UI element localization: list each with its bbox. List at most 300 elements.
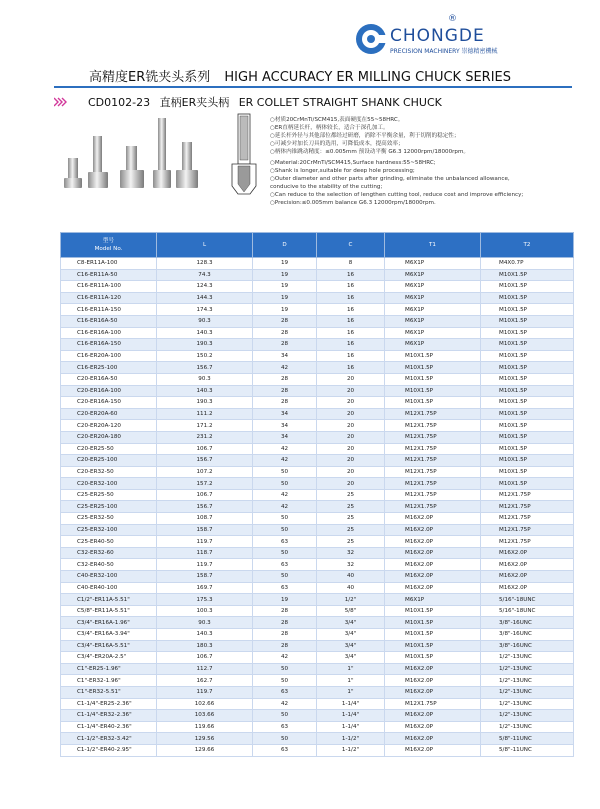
cell-model: C20-ER16A-150: [61, 397, 157, 409]
cell-model: C5/8"-ER11A-5.51": [61, 605, 157, 617]
cell-model: C16-ER11A-100: [61, 281, 157, 293]
cell-t2: M10X1.5P: [481, 327, 574, 339]
product-photo: [60, 112, 210, 192]
cell-l: 162.7: [157, 675, 253, 687]
cell-l: 158.7: [157, 571, 253, 583]
table-row: [61, 292, 574, 304]
table-row: [61, 652, 574, 664]
cell-model: C16-ER25-100: [61, 362, 157, 374]
cell-c: 20: [317, 455, 385, 467]
cell-model: C3/4"-ER16A-5.51": [61, 640, 157, 652]
header-model: [61, 233, 157, 258]
cell-t2: M10X1.5P: [481, 373, 574, 385]
cell-d: 28: [253, 385, 317, 397]
table-row: [61, 420, 574, 432]
table-row: [61, 617, 574, 629]
cell-model: C32-ER32-60: [61, 547, 157, 559]
cell-model: C16-ER11A-150: [61, 304, 157, 316]
cell-d: 19: [253, 304, 317, 316]
cell-model: C1-1/2"-ER40-2.95": [61, 744, 157, 756]
cell-model: C3/4"-ER20A-2.5": [61, 652, 157, 664]
cell-d: 34: [253, 420, 317, 432]
table-row: [61, 605, 574, 617]
cell-model: C16-ER16A-50: [61, 315, 157, 327]
cell-c: 1-1/2": [317, 733, 385, 745]
cell-l: 74.3: [157, 269, 253, 281]
cell-t1: M16X2.0P: [385, 686, 481, 698]
cell-t1: M10X1.5P: [385, 362, 481, 374]
cell-d: 50: [253, 547, 317, 559]
cell-c: 1": [317, 686, 385, 698]
cell-d: 28: [253, 605, 317, 617]
cell-t2: M10X1.5P: [481, 315, 574, 327]
cell-d: 50: [253, 466, 317, 478]
table-row: [61, 663, 574, 675]
table-row: [61, 327, 574, 339]
cell-model: C20-ER20A-180: [61, 431, 157, 443]
cell-d: 28: [253, 327, 317, 339]
cell-t1: M12X1.75P: [385, 420, 481, 432]
logo-registered-mark: ®: [448, 14, 457, 24]
cell-t1: M6X1P: [385, 315, 481, 327]
header-model-cn: 型号: [102, 238, 115, 244]
cell-d: 50: [253, 524, 317, 536]
cell-t1: M10X1.5P: [385, 640, 481, 652]
cell-c: 1/2": [317, 594, 385, 606]
cell-d: 28: [253, 373, 317, 385]
cell-t2: M10X1.5P: [481, 269, 574, 281]
cell-l: 119.7: [157, 536, 253, 548]
series-title: [0, 66, 600, 85]
cell-model: C1"-ER32-1.96": [61, 675, 157, 687]
cell-l: 90.3: [157, 315, 253, 327]
cell-t2: 1/2"-13UNC: [481, 663, 574, 675]
cell-t2: M10X1.5P: [481, 397, 574, 409]
cell-t1: M6X1P: [385, 281, 481, 293]
cell-d: 63: [253, 744, 317, 756]
table-row: [61, 536, 574, 548]
cell-c: 3/4": [317, 629, 385, 641]
cell-c: 1-1/4": [317, 698, 385, 710]
cell-l: 90.3: [157, 617, 253, 629]
table-row: [61, 385, 574, 397]
logo-brand: CHONGDE: [390, 26, 485, 46]
cell-t1: M12X1.75P: [385, 489, 481, 501]
cell-l: 180.3: [157, 640, 253, 652]
cell-l: 100.3: [157, 605, 253, 617]
cell-l: 150.2: [157, 350, 253, 362]
cell-t2: 3/8"-16UNC: [481, 629, 574, 641]
cell-c: 1-1/4": [317, 710, 385, 722]
cell-t2: M16X2.0P: [481, 582, 574, 594]
cell-l: 156.7: [157, 455, 253, 467]
cell-c: 16: [317, 327, 385, 339]
cell-t2: M10X1.5P: [481, 362, 574, 374]
cell-t2: 3/8"-16UNC: [481, 617, 574, 629]
table-row: [61, 710, 574, 722]
cell-d: 50: [253, 733, 317, 745]
cell-t2: M10X1.5P: [481, 304, 574, 316]
cell-l: 129.66: [157, 744, 253, 756]
note-line: ○Precision:≤0.005mm balance G6.3 12000rpm/18000rpm.: [270, 200, 436, 206]
cell-t2: M10X1.5P: [481, 443, 574, 455]
table-row: [61, 397, 574, 409]
header-t1: T1: [385, 233, 481, 258]
cell-model: C1"-ER25-1.96": [61, 663, 157, 675]
table-row: [61, 281, 574, 293]
cell-c: 20: [317, 397, 385, 409]
cell-t2: M10X1.5P: [481, 455, 574, 467]
cell-d: 42: [253, 362, 317, 374]
cell-c: 40: [317, 582, 385, 594]
series-title-en: HIGH ACCURACY ER MILLING CHUCK SERIES: [224, 70, 511, 85]
table-row: [61, 744, 574, 756]
cell-d: 42: [253, 501, 317, 513]
cell-d: 63: [253, 536, 317, 548]
cell-l: 158.7: [157, 524, 253, 536]
cell-c: 20: [317, 478, 385, 490]
cell-model: C25-ER40-50: [61, 536, 157, 548]
cell-l: 128.3: [157, 258, 253, 270]
cell-model: C20-ER20A-120: [61, 420, 157, 432]
note-line: conducive to the stability of the cutting;: [270, 184, 383, 190]
note-line: ○可减少对加长刀具的选用，可降低成本，提高效率；: [270, 141, 404, 147]
cell-t1: M16X2.0P: [385, 524, 481, 536]
cell-t1: M12X1.75P: [385, 501, 481, 513]
table-row: [61, 640, 574, 652]
cell-model: C25-ER25-100: [61, 501, 157, 513]
cell-t2: M12X1.75P: [481, 489, 574, 501]
cell-t1: M16X2.0P: [385, 721, 481, 733]
cell-t2: M4X0.7P: [481, 258, 574, 270]
cell-d: 34: [253, 350, 317, 362]
cell-l: 157.2: [157, 478, 253, 490]
section-title-en: ER COLLET STRAIGHT SHANK CHUCK: [238, 96, 442, 109]
cell-t1: M6X1P: [385, 304, 481, 316]
cell-c: 20: [317, 373, 385, 385]
cell-model: C20-ER32-50: [61, 466, 157, 478]
cell-c: 20: [317, 466, 385, 478]
cell-d: 19: [253, 292, 317, 304]
cell-c: 1-1/4": [317, 721, 385, 733]
cell-d: 42: [253, 489, 317, 501]
cell-l: 190.3: [157, 339, 253, 351]
cell-d: 50: [253, 675, 317, 687]
cell-t1: M16X2.0P: [385, 536, 481, 548]
note-line: ○Shank is longer,suitable for deep hole processing;: [270, 168, 415, 174]
cell-c: 1": [317, 675, 385, 687]
cell-l: 156.7: [157, 501, 253, 513]
cell-c: 16: [317, 292, 385, 304]
cell-t1: M6X1P: [385, 594, 481, 606]
cell-t1: M10X1.5P: [385, 629, 481, 641]
cell-d: 63: [253, 582, 317, 594]
cell-t1: M16X2.0P: [385, 571, 481, 583]
cell-l: 106.7: [157, 489, 253, 501]
table-row: [61, 489, 574, 501]
table-row: [61, 582, 574, 594]
cell-t1: M10X1.5P: [385, 385, 481, 397]
cell-t1: M16X2.0P: [385, 710, 481, 722]
note-line: ○Outer diameter and other parts after grinding, eliminate the unbalanced allowance,: [270, 176, 510, 182]
table-row: [61, 339, 574, 351]
cell-model: C3/4"-ER16A-1.96": [61, 617, 157, 629]
cell-t2: M10X1.5P: [481, 420, 574, 432]
cell-c: 16: [317, 362, 385, 374]
cell-l: 140.3: [157, 385, 253, 397]
cell-c: 3/4": [317, 640, 385, 652]
cell-c: 20: [317, 420, 385, 432]
cell-model: C16-ER20A-100: [61, 350, 157, 362]
cell-t2: M16X2.0P: [481, 547, 574, 559]
header-model-en: Model No.: [94, 246, 123, 252]
cell-t1: M16X2.0P: [385, 675, 481, 687]
cell-t1: M6X1P: [385, 258, 481, 270]
table-row: [61, 350, 574, 362]
cell-t1: M10X1.5P: [385, 605, 481, 617]
section-code: CD0102-23: [88, 96, 151, 109]
cell-d: 42: [253, 652, 317, 664]
cell-d: 42: [253, 443, 317, 455]
cell-t2: M16X2.0P: [481, 571, 574, 583]
cell-d: 28: [253, 640, 317, 652]
cross-section-drawing: [224, 112, 264, 196]
header-c: C: [317, 233, 385, 258]
product-notes: [270, 116, 570, 207]
cell-l: 140.3: [157, 327, 253, 339]
spec-table: [60, 232, 574, 757]
cell-model: C8-ER11A-100: [61, 258, 157, 270]
cell-model: C25-ER32-100: [61, 524, 157, 536]
cell-model: C1-1/4"-ER32-2.36": [61, 710, 157, 722]
cell-l: 124.3: [157, 281, 253, 293]
cell-t1: M10X1.5P: [385, 617, 481, 629]
cell-c: 32: [317, 547, 385, 559]
table-row: [61, 408, 574, 420]
series-divider: [54, 86, 572, 88]
double-chevron-icon: [54, 97, 84, 107]
cell-model: C25-ER25-50: [61, 489, 157, 501]
cell-c: 25: [317, 536, 385, 548]
cell-t1: M12X1.75P: [385, 431, 481, 443]
table-row: [61, 733, 574, 745]
cell-t1: M6X1P: [385, 339, 481, 351]
cell-c: 16: [317, 304, 385, 316]
cell-l: 118.7: [157, 547, 253, 559]
cell-model: C1/2"-ER11A-5.51": [61, 594, 157, 606]
cell-c: 3/4": [317, 652, 385, 664]
cell-d: 34: [253, 408, 317, 420]
table-header-row: [61, 233, 574, 258]
cell-l: 107.2: [157, 466, 253, 478]
table-row: [61, 698, 574, 710]
cell-t1: M12X1.75P: [385, 408, 481, 420]
cell-t1: M10X1.5P: [385, 373, 481, 385]
cell-model: C20-ER16A-100: [61, 385, 157, 397]
cell-t2: M16X2.0P: [481, 559, 574, 571]
cell-t2: 1/2"-13UNC: [481, 698, 574, 710]
cell-l: 190.3: [157, 397, 253, 409]
cell-t2: M10X1.5P: [481, 385, 574, 397]
cell-t1: M12X1.75P: [385, 478, 481, 490]
cell-model: C20-ER16A-50: [61, 373, 157, 385]
note-line: ○Material:20CrMnTi/SCM415,Surface hardness:55~58HRC;: [270, 160, 436, 166]
table-row: [61, 629, 574, 641]
cell-t2: M12X1.75P: [481, 513, 574, 525]
cell-t2: M10X1.5P: [481, 339, 574, 351]
cell-c: 16: [317, 339, 385, 351]
cell-t2: 3/8"-16UNC: [481, 640, 574, 652]
table-row: [61, 675, 574, 687]
cell-t2: M10X1.5P: [481, 281, 574, 293]
cell-t1: M16X2.0P: [385, 744, 481, 756]
cell-t1: M16X2.0P: [385, 663, 481, 675]
cell-t1: M16X2.0P: [385, 513, 481, 525]
cell-t2: 5/16"-18UNC: [481, 594, 574, 606]
cell-d: 28: [253, 315, 317, 327]
table-row: [61, 315, 574, 327]
table-row: [61, 478, 574, 490]
cell-l: 112.7: [157, 663, 253, 675]
cell-t1: M16X2.0P: [385, 547, 481, 559]
cell-c: 40: [317, 571, 385, 583]
cell-c: 20: [317, 408, 385, 420]
logo-mark-icon: [354, 22, 388, 56]
cell-l: 144.3: [157, 292, 253, 304]
cell-model: C40-ER32-100: [61, 571, 157, 583]
cell-d: 50: [253, 710, 317, 722]
table-row: [61, 455, 574, 467]
table-row: [61, 466, 574, 478]
cell-t2: M12X1.75P: [481, 536, 574, 548]
cell-c: 25: [317, 513, 385, 525]
cell-l: 90.3: [157, 373, 253, 385]
cell-t1: M10X1.5P: [385, 350, 481, 362]
cell-c: 16: [317, 269, 385, 281]
cell-c: 32: [317, 559, 385, 571]
cell-c: 8: [317, 258, 385, 270]
cell-d: 50: [253, 571, 317, 583]
cell-model: C16-ER11A-120: [61, 292, 157, 304]
cell-l: 106.7: [157, 652, 253, 664]
cell-c: 3/4": [317, 617, 385, 629]
table-row: [61, 686, 574, 698]
cell-d: 63: [253, 686, 317, 698]
cell-model: C3/4"-ER16A-3.94": [61, 629, 157, 641]
cell-l: 156.7: [157, 362, 253, 374]
header-l: L: [157, 233, 253, 258]
cell-model: C20-ER20A-60: [61, 408, 157, 420]
cell-t1: M16X2.0P: [385, 559, 481, 571]
cell-t2: 5/8"-11UNC: [481, 733, 574, 745]
table-row: [61, 373, 574, 385]
cell-t1: M12X1.75P: [385, 455, 481, 467]
cell-l: 103.66: [157, 710, 253, 722]
cell-c: 1-1/2": [317, 744, 385, 756]
table-row: [61, 571, 574, 583]
cell-c: 1": [317, 663, 385, 675]
cell-c: 20: [317, 443, 385, 455]
table-row: [61, 547, 574, 559]
table-row: [61, 258, 574, 270]
cell-c: 16: [317, 315, 385, 327]
logo-subtitle: PRECISION MACHINERY 崇德精密機械: [390, 48, 498, 55]
cell-l: 140.3: [157, 629, 253, 641]
table-row: [61, 721, 574, 733]
cell-t2: 1/2"-13UNC: [481, 710, 574, 722]
cell-d: 28: [253, 339, 317, 351]
header-t2: T2: [481, 233, 574, 258]
cell-t2: M12X1.75P: [481, 524, 574, 536]
cell-model: C20-ER25-50: [61, 443, 157, 455]
table-row: [61, 269, 574, 281]
cell-model: C16-ER16A-100: [61, 327, 157, 339]
cell-model: C20-ER25-100: [61, 455, 157, 467]
cell-t1: M6X1P: [385, 269, 481, 281]
cell-l: 102.66: [157, 698, 253, 710]
cell-l: 111.2: [157, 408, 253, 420]
cell-model: C1-1/4"-ER25-2.36": [61, 698, 157, 710]
cell-l: 175.3: [157, 594, 253, 606]
table-row: [61, 524, 574, 536]
cell-l: 171.2: [157, 420, 253, 432]
cell-l: 231.2: [157, 431, 253, 443]
cell-l: 174.3: [157, 304, 253, 316]
cell-c: 25: [317, 501, 385, 513]
table-row: [61, 431, 574, 443]
cell-t1: M16X2.0P: [385, 733, 481, 745]
cell-d: 50: [253, 513, 317, 525]
cell-t2: 1/2"-13UNC: [481, 686, 574, 698]
cell-l: 108.7: [157, 513, 253, 525]
cell-c: 5/8": [317, 605, 385, 617]
cell-t2: M10X1.5P: [481, 408, 574, 420]
cell-t2: M10X1.5P: [481, 292, 574, 304]
cell-l: 169.7: [157, 582, 253, 594]
cell-model: C25-ER32-50: [61, 513, 157, 525]
cell-t1: M16X2.0P: [385, 582, 481, 594]
cell-c: 20: [317, 385, 385, 397]
cell-d: 63: [253, 559, 317, 571]
table-row: [61, 362, 574, 374]
cell-d: 28: [253, 629, 317, 641]
cell-t1: M6X1P: [385, 292, 481, 304]
cell-d: 42: [253, 698, 317, 710]
table-row: [61, 304, 574, 316]
cell-model: C40-ER40-100: [61, 582, 157, 594]
cell-d: 42: [253, 455, 317, 467]
cell-model: C32-ER40-50: [61, 559, 157, 571]
cell-t1: M10X1.5P: [385, 397, 481, 409]
cell-t1: M12X1.75P: [385, 698, 481, 710]
cell-model: C1"-ER32-5.51": [61, 686, 157, 698]
cell-model: C16-ER11A-50: [61, 269, 157, 281]
cell-t2: M10X1.5P: [481, 466, 574, 478]
cell-l: 129.56: [157, 733, 253, 745]
cell-c: 20: [317, 431, 385, 443]
cell-model: C1-1/4"-ER40-2.36": [61, 721, 157, 733]
cell-d: 19: [253, 258, 317, 270]
section-title-cn: 直柄ER夹头柄: [159, 96, 230, 109]
cell-c: 25: [317, 524, 385, 536]
cell-t2: 1/2"-13UNC: [481, 652, 574, 664]
table-row: [61, 594, 574, 606]
section-title: [88, 94, 442, 110]
note-line: ○Can reduce to the selection of lengthen cutting tool, reduce cost and improve efficiency;: [270, 192, 524, 198]
cell-model: C1-1/2"-ER32-3.42": [61, 733, 157, 745]
cell-d: 63: [253, 721, 317, 733]
cell-c: 16: [317, 281, 385, 293]
